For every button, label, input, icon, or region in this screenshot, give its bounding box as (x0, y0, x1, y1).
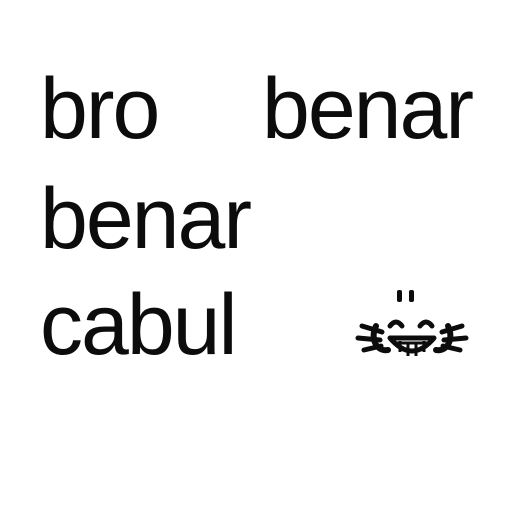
left-eye-stroke (397, 290, 402, 302)
grinning-face-emoticon-icon (348, 286, 476, 374)
right-squint-eye (420, 322, 432, 326)
word-cabul: cabul (40, 277, 236, 373)
left-squint-eye (390, 322, 402, 326)
word-bro: bro (40, 61, 159, 157)
right-eye-stroke (409, 290, 414, 302)
word-benar-top: benar (262, 61, 472, 157)
word-benar: benar (40, 171, 250, 267)
